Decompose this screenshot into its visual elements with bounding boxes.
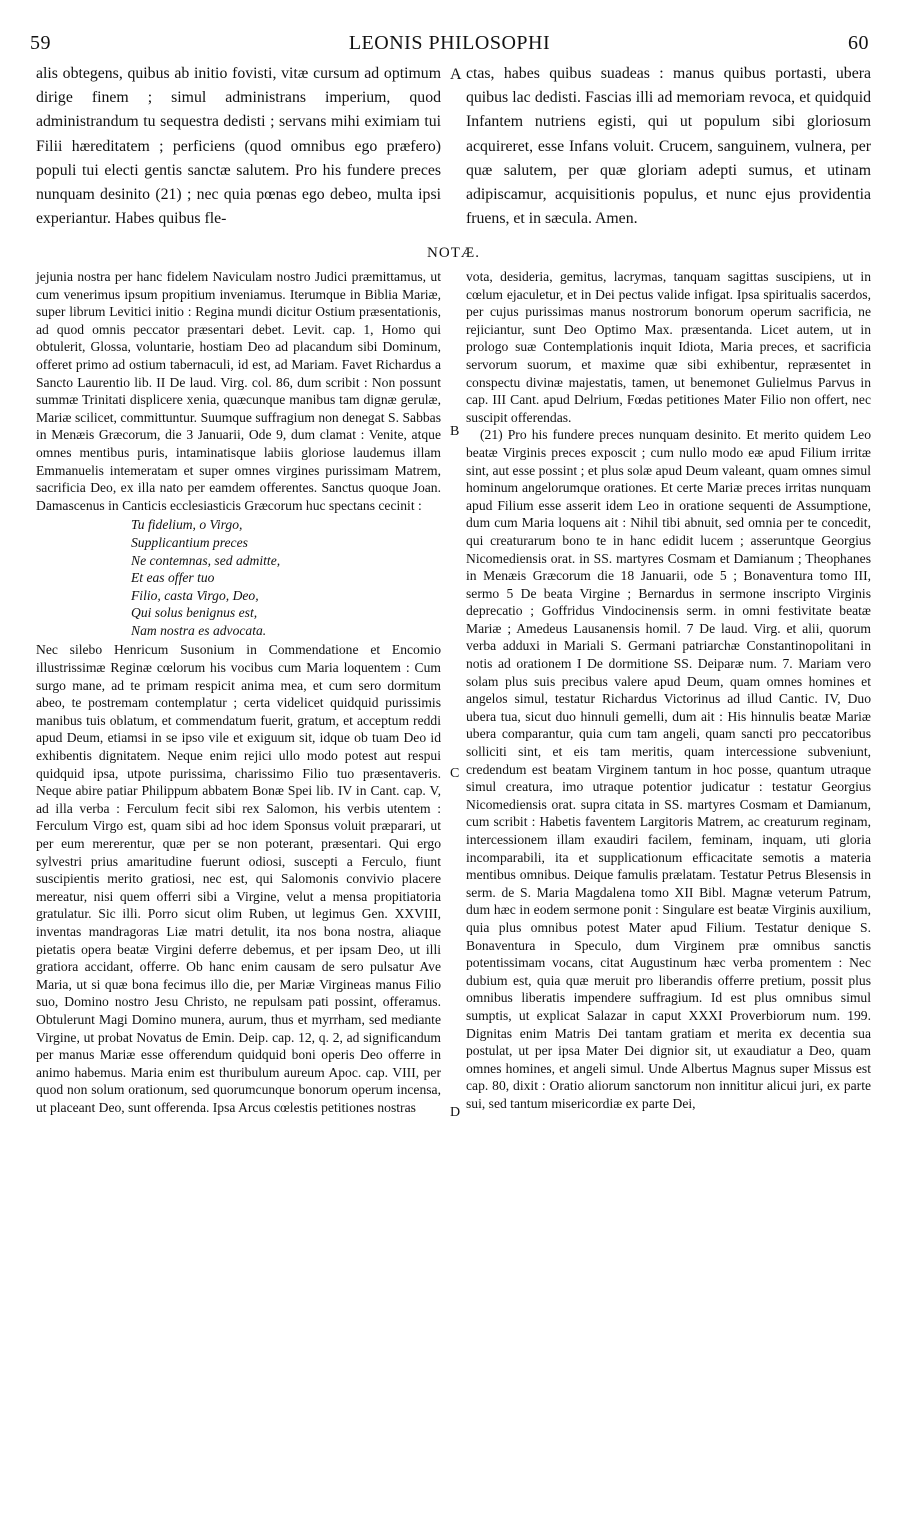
verse-line: Filio, casta Virgo, Deo,: [131, 587, 259, 603]
margin-letter-c: C: [450, 766, 460, 781]
verse-block: [131, 516, 441, 639]
notes-section: [36, 268, 871, 1518]
main-paragraph-left: alis obtegens, quibus ab initio fovisti, vitæ cursum ad optimum dirige finem ; simul administrans imperium, quod administrandum tu sequestra dedisti ; servans mihi eximiam tui Filii hæreditatem ; perficiens (quod omnibus ego præfero) populi tui electi gentis sanctæ salutem. Pro his fundere preces nunquam desinito (21) ; nec quia pœnas ego debeo, multa ipsi experiantur. Habes quibus fle-: [36, 65, 441, 228]
note-21-paragraph: (21) Pro his fundere preces nunquam desinito. Et merito quidem Leo beatæ Virginis preces exposcit ; cum nullo modo eæ apud Filium irritæ sint, aut esse possint ; et plus solæ apud Deum valeant, quam omnes simul hominum angelorumque orationes. Et certe Mariæ preces irritas nunquam apud Filium esse asserit idem Leo in oratione sequenti de Assumptione, dum cum Maria loquens ait : Nihil tibi abnuit, sed omnia per te concedit, qui creaturarum bono te in hanc edidit lucem ; asseruntque Georgius Nicomediensis orat. in SS. martyres Cosmam et Damianum ; Theophanes in Menæis Græcorum die 18 Januarii, ode 5 ; Bonaventura tomo III, sermo 5 De beata Virgine ; Bernardus in sermone inscripto Virginis deprecatio ; Goffridus Vindocinensis serm. in omni festivitate beatæ Mariæ ; Amedeus Lausanensis homil. 7 De laud. Virg. et alii, quorum verba adduxi in Mariali S. Germani patriarchæ Constantinopolitani in notis ad orationem I De dormitione SS. Deiparæ num. 7. Mariam vero solam plus suis precibus valere apud Deum, quam omnes homines et angelos simul, testatur Richardus Victorinus ad illud Cantic. IV, Duo ubera tua, sicut duo hinnuli gemelli, dum ait : His hinnulis beatæ Mariæ ubera comparantur, quia cum tam angeli, quam sancti pro peccatoribus solliciti sint, et eis tam meritis, quam intercessione subveniunt, credendum est beatam Virginem tantum in hoc posse, quantum utraque simul creatura, imo utraque potentior judicatur : testatur Georgius Nicomediensis orat. supra citata in SS. martyres Cosmam et Damianum, cum scribit : Habetis faventem Largitoris Matrem, ac creaturum reginam, intercessionem illam exaudiri facilem, feminam, inquam, uti gloria incomparabili, ita et supplicationum efficacitate semotis a materia mentibus omnibus. Deique famulis prælatam. Testatur Petrus Blesensis in serm. de S. Maria Magdalena tomo XII Bibl. Magnæ veterum Patrum, dum hæc in eodem sermone ponit : Singulare est beatæ Virginis auxilium, quia plus omnibus potest Mater apud Filium. Testatur denique S. Bonaventura in Speculo, dum Virginem præ omnibus sanctis potentissimam vocans, citat Augustinum hæc verba promentem : Nec dubium est, quia quæ meruit pro liberandis offerre pretium, possit plus omnibus liberatis impendere suffragium. Id est plus omnibus simul sumptis, ut explicat Salazar in caput XXXI Proverbiorum num. 199. Dignitas enim Matris Dei tantam gratiam et merita ex decentia sua postulat, ut per ipsa Mater Dei dignior sit, ut exaudiatur a Deo, quam omnes homines, et angeli simul. Unde Albertus Magnus super Missus est cap. 80, dixit : Oratio aliorum sanctorum non innititur alicui juri, ex parte sui, sed tantum misericordiæ ex parte Dei,: [466, 427, 871, 1111]
notes-right-column: [466, 268, 871, 1113]
margin-letter-b: B: [450, 424, 460, 439]
page-number-left: 59: [30, 32, 51, 54]
margin-letter-d: D: [450, 1105, 461, 1120]
verse-line: Tu fidelium, o Virgo,: [131, 517, 243, 533]
verse-line: Qui solus benignus est,: [131, 605, 258, 621]
margin-letter-a: A: [450, 66, 462, 83]
note-paragraph: Nec silebo Henricum Susonium in Commendatione et Encomio illustrissimæ Reginæ cœlorum his vocibus cum Maria loquentem : Cum surgo mane, ad te primam respicit anima mea, et cum sero dormitum abeo, te postremam contemplatur ; certa videlicet quidquid purissimis manibus tuis oblatum, et commendatum fuerit, gratum, et acceptum reddi apud Deum, etiamsi in se ipso vile et exiguum sit, idque ob tuam Deo id exhibentis dignitatem. Neque enim rejici ullo modo potest aut respui quidquid ipsa, utpote purissima, charissimo Filio tuo præsentaveris. Neque abire patiar Philippum abbatem Bonæ Spei lib. IV in Cant. cap. V, ad illa verba : Ferculum fecit sibi rex Salomon, his verbis utentem : Ferculum Virgo est, quam sibi ad hoc idem Sponsus voluit præparari, ut per eum mererentur, quæ per se non poterant, præsentari. Qui ergo sylvestri prius amaritudine fuerunt odiosi, suscepti a Ferculo, fiunt suscipientis merito gratiosi, nec est, qui Salomonis convivio placere mereatur, nisi quem offerri sibi a Virgine, velut a mensa propitiatoria gratulatur. Sic illi. Porro sicut olim Ruben, ut legimus Gen. XXVIII, inventas mandragoras Liæ matri detulit, ita nos bona nostra, aliaque pietatis opera beatæ Virgini deferre debemus, et per ipsam Deo, ut illi gratiora accidant, offerre. Ob hanc enim causam de sero pulsatur Ave Maria, ut si quæ bona fecimus illo die, per Mariæ Virgineas manus Filio suo, Domino nostro Jesu Christo, ne repulsam pati possint, offeramus. Obtulerunt Magi Domino munera, aurum, thus et myrrham, sed mediante Virgine, ut probat Novatus de Emin. Deip. cap. 12, q. 2, ad significandum per manus Mariæ esse offerendum quidquid boni operis Deo offerre in animo habemus. Maria enim est thuribulum aureum Apoc. cap. VIII, per quod non solum orationum, sed quorumcunque bonorum operum incensa, ut placeant Deo, sunt offerenda. Ipsa Arcus cœlestis petitiones nostras: [36, 642, 441, 1115]
main-text: [36, 62, 871, 272]
running-title: LEONIS PHILOSOPHI: [348, 32, 551, 54]
verse-line: Supplicantium preces: [131, 534, 248, 550]
verse-line: Ne contemnas, sed admitte,: [131, 552, 281, 568]
verse-line: Et eas offer tuo: [131, 570, 215, 586]
verse-line: Nam nostra es advocata.: [131, 622, 267, 638]
main-paragraph-right: ctas, habes quibus suadeas : manus quibus portasti, ubera quibus lac dedisti. Fascias illi ad memoriam revoca, et quidquid Infantem nutriens egisti, qui ut populum sibi gloriosum acquireret, esse Infans voluit. Crucem, sanguinem, vulnera, per quæ salutem, per quæ gloriam adepti sumus, et utinam adipiscamur, acquisitionis populus, et nunc ejus providentia fruens, et in sæcula. Amen.: [466, 65, 871, 228]
notes-left-column: [36, 268, 441, 1117]
notes-heading: NOTÆ.: [427, 245, 480, 261]
note-paragraph: jejunia nostra per hanc fidelem Naviculam nostro Judici præmittamus, ut cum venerimus ipsum propitium inveniamus. Iterumque in Biblia Mariæ, super librum Levitici initio : Regina mundi dicitur Ostium præsentationis, ad quod omnis peccator præsentari debet. Levit. cap. 1, Homo qui obtulerit, Glossa, voluntarie, hostiam Deo ad placandum sibi Dominum, offeret primo ad ostium tabernaculi, id est, ad Mariam. Favet Richardus a Sancto Laurentio lib. II De laud. Virg. col. 86, dum scribit : Non possunt summæ Trinitati displicere xenia, quæcunque manibus tam dignæ gerulæ, Mariæ scilicet, committuntur. Suumque suffragium non denegat S. Sabbas in Menæis Græcorum, die 3 Januarii, Ode 9, dum clamat : Venite, atque omnes mentibus puris, intaminatisque labiis gloriose laudemus illam Emmanuelis intemeratam et super omnes virgines purissimam Matrem, sacrificia Deo, ex illa nato per eamdem offerentes. Sanctus quoque Joan. Damascenus in Canticis ecclesiasticis Græcorum huc spectans cecinit :: [36, 269, 441, 513]
main-text-left-column: [36, 62, 441, 231]
note-paragraph: vota, desideria, gemitus, lacrymas, tanquam sagittas suscipiens, ut in cœlum ejaculetur, et in Dei pectus valide infigat. Ipsa spiritualis sacerdos, per cujus purissimas manus nostrorum bonorum operum sacrificia, ne rejiciantur, sunt Deo Optimo Max. præsentanda. Licet autem, ut in prologo suæ Contemplationis inquit Idiota, Maria preces, et sacrificia servorum suorum, et maxime quæ sibi exhibentur, repræsentet in conspectu divinæ majestatis, tamen, ut benemonet Gulielmus Parvus in cap. III Cant. apud Delrium, Fœdas petitiones Mater Filio non offert, nec suscipit offerendas.: [466, 269, 871, 425]
main-text-right-column: [466, 62, 871, 231]
running-header: [30, 32, 869, 64]
page-number-right: 60: [848, 32, 869, 54]
